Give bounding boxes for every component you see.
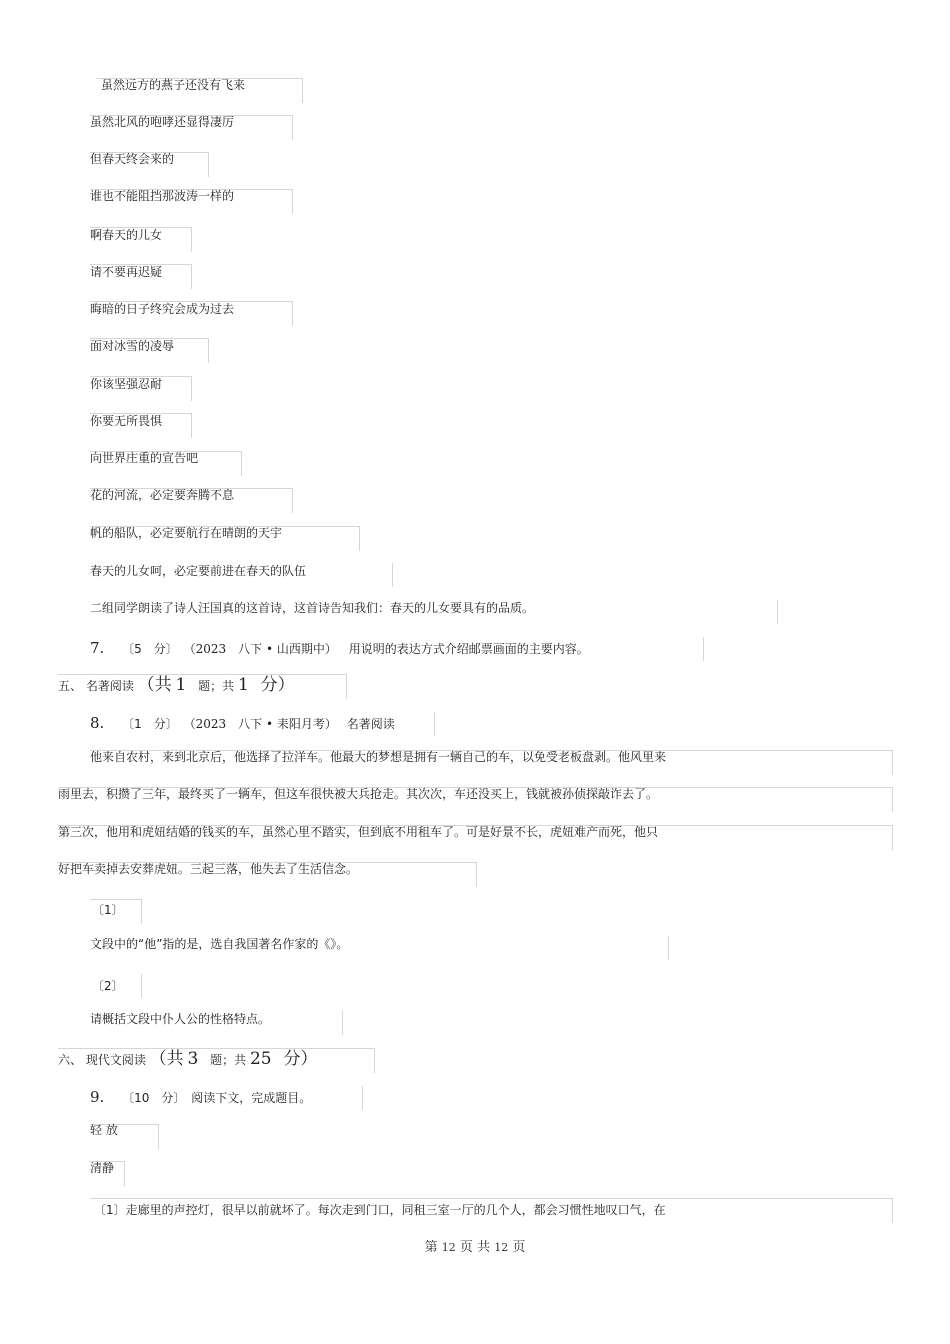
page-total: 12 [494, 1241, 509, 1254]
poem-question: 二组同学朗读了诗人汪国真的这首诗，这首诗告知我们：春天的儿女要具有的品质。 [90, 601, 535, 615]
question-text: 名著阅读 [346, 717, 395, 731]
article-paragraph: 〔1〕走廊里的声控灯，很早以前就坏了。每次走到门口，同租三室一厅的几个人，都会习惯性地叹口气，在 [94, 1203, 666, 1217]
poem-line: 谁也不能阻挡那波涛一样的 [90, 189, 235, 203]
poem-line: 春天的儿女呵，必定要前进在春天的队伍 [90, 564, 307, 578]
question-text: 用说明的表达方式介绍邮票画面的主要内容。 [348, 642, 589, 656]
question-9 [90, 1089, 311, 1106]
poem-line: 面对冰雪的凌辱 [90, 339, 175, 353]
question-number: 9. [90, 1088, 105, 1106]
question-number: 7. [90, 639, 105, 657]
poem-line: 你该坚强忍耐 [90, 377, 163, 391]
total-score: 25 [249, 1049, 272, 1069]
question-8 [90, 715, 395, 732]
page-footer: 第 12 页 共 12 页 [424, 1240, 526, 1255]
question-source: （2023 八下 • 耒阳月考） [183, 717, 337, 731]
poem-line: 啊春天的儿女 [90, 228, 163, 242]
poem-line: 请不要再迟疑 [90, 265, 163, 279]
question-7 [90, 640, 589, 657]
question-score: 〔5 分〕 [122, 642, 178, 656]
article-author: 清静 [90, 1161, 115, 1175]
question-count: 1 [175, 675, 187, 695]
section-5-heading: 五、 名著阅读 （共 1 题；共 1 分） [58, 675, 295, 695]
poem-line: 你要无所畏惧 [90, 414, 163, 428]
poem-line: 帆的船队，必定要航行在晴朗的天宇 [90, 526, 283, 540]
question-text: 阅读下文，完成题目。 [191, 1091, 312, 1105]
question-number: 8. [90, 714, 105, 732]
passage-line: 好把车卖掉去安葬虎妞。三起三落，他失去了生活信念。 [58, 862, 359, 876]
sub-question-text: 请概括文段中仆人公的性格特点。 [90, 1012, 271, 1026]
total-score: 1 [237, 675, 249, 695]
section-label: 六、 现代文阅读 [58, 1053, 146, 1067]
sub-question-label: 〔2〕 [92, 979, 124, 993]
sub-question-text: 文段中的“他”指的是，选自我国著名作家的《》。 [90, 937, 349, 951]
question-count: 3 [187, 1049, 199, 1069]
article-title: 轻 放 [90, 1123, 118, 1137]
poem-line: 但春天终会来的 [90, 152, 175, 166]
question-score: 〔1 分〕 [122, 717, 178, 731]
page-number: 12 [441, 1241, 456, 1254]
question-source: （2023 八下 • 山西期中） [183, 642, 337, 656]
poem-line: 向世界庄重的宣告吧 [90, 451, 199, 465]
question-score: 〔10 分〕 [122, 1091, 186, 1105]
passage-line: 雨里去，积攒了三年，最终买了一辆车，但这车很快被大兵抢走。其次次，车还没买上，钱就被孙侦探敲诈去了。 [58, 787, 659, 801]
sub-question-label: 〔1〕 [92, 903, 124, 917]
passage-line: 他来自农村，来到北京后，他选择了拉洋车。他最大的梦想是拥有一辆自己的车，以免受老板盘剥。他风里来 [90, 750, 667, 764]
section-6-heading: 六、 现代文阅读 （共 3 题；共 25 分） [58, 1049, 318, 1069]
section-label: 五、 名著阅读 [58, 679, 134, 693]
poem-line: 花的河流，必定要奔腾不息 [90, 488, 235, 502]
poem-line: 虽然远方的燕子还没有飞来 [101, 78, 246, 92]
poem-line: 晦暗的日子终究会成为过去 [90, 302, 235, 316]
passage-line: 第三次，他用和虎妞结婚的钱买的车，虽然心里不踏实，但到底不用租车了。可是好景不长，虎妞难产而死，他只 [58, 825, 659, 839]
poem-line: 虽然北风的咆哮还显得凄厉 [90, 115, 235, 129]
